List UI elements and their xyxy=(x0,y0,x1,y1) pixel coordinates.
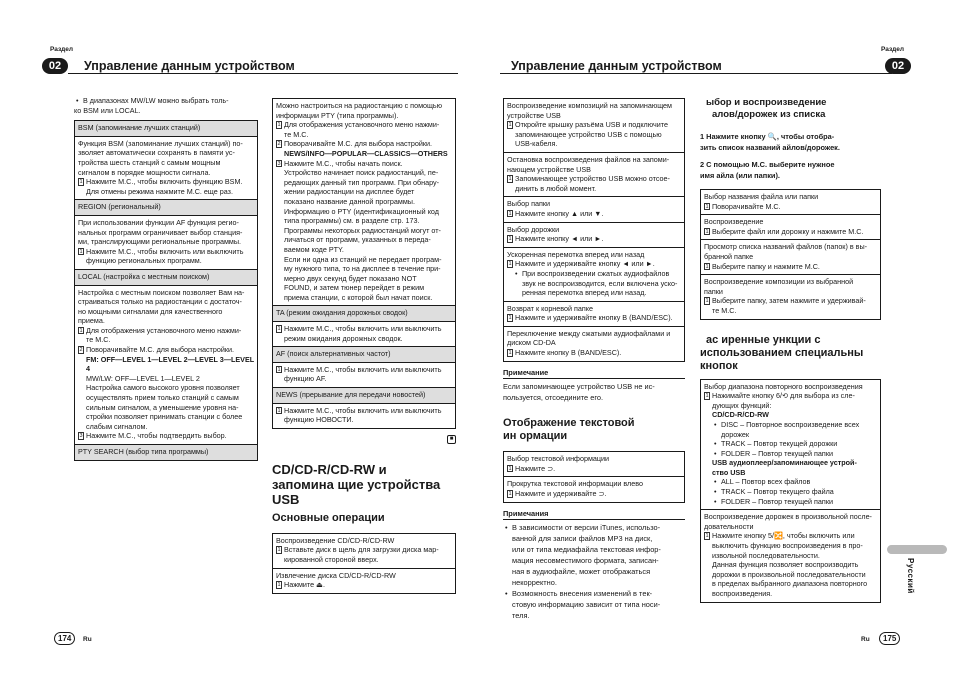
page-lang-left: Ru xyxy=(83,636,92,643)
list-heading: ыбор и воспроизведение алов/дорожек из списка xyxy=(706,97,827,120)
list-operations-table xyxy=(700,189,881,320)
usb-operations-table xyxy=(503,98,685,362)
extended-functions-table xyxy=(700,379,881,603)
region-header: REGION (региональный) xyxy=(75,200,257,216)
language-tab: Русский xyxy=(906,558,915,594)
text-info-table xyxy=(503,451,685,502)
usb-play-row: Воспроизведение композиций на запоминающем устройстве USB 1 Откройте крышку разъёма USB и подключите запоминающее устройство USB с помощью USB-кабеля. xyxy=(504,99,684,153)
random-row: Воспроизведение дорожек в произвольной после- довательности 1 Нажмите кнопку 5/🔀, чтобы включить или выключить функцию воспроизведения в про- извольной последовательности. Данная функция позволяет воспроизводить дорожки в произвольной последовательности в пределах выбранного диапазона повторного воспроизведения. xyxy=(704,512,872,598)
section-number-badge-right: 02 xyxy=(885,58,911,74)
list-browse-row: Просмотр списка названий файлов (папок) в вы- бранной папке 1 Выберите папку и нажмите M.C. xyxy=(701,240,880,275)
track-select-row: Выбор дорожки 1 Нажмите кнопку ◄ или ►. xyxy=(504,223,684,248)
section-end-icon: ■ xyxy=(447,435,456,444)
pty-step-3: 3 Нажмите M.C., чтобы начать поиск. xyxy=(277,158,403,168)
news-header: NEWS (прерывание для передачи новостей) xyxy=(273,388,455,404)
basic-operations-heading: Основные операции xyxy=(272,511,385,524)
right-col-1 xyxy=(503,98,685,621)
left-col-2 xyxy=(272,98,456,594)
left-col-1 xyxy=(74,96,258,461)
text-select-row: Выбор текстовой информации 1 Нажмите ⊃. xyxy=(504,452,684,477)
basic-operations-table xyxy=(272,533,456,594)
local-step-2: 2 Поворачивайте M.C. для выбора настройки. xyxy=(79,345,235,355)
local-body: Настройка с местным поиском позволяет Вам на- страиваться только на радиостанции с достаточ- но мощными сигналами для качественного приема. 1 Для отображения установочного меню нажми- те M.C. 2 Поворачивайте M.C. для выбора настройки. FM: OFF—LEVEL 1—LEVEL 2—LEVEL 3—LEVEL 4 MW/LW: OFF—LEVEL 1—LEVEL 2 Настройка самого высокого уровня позволяет осуществлять прием только станций с самым сильным сигналом, а уменьшение уровня на- стройки позволяет принимать станции с более слабым сигналом. 3 Нажмите M.C., чтобы подтвердить выбор. xyxy=(75,286,257,446)
bsm-body: Функция BSM (запоминание лучших станций) по- зволяет автоматически сохранять в памяти ус- тройства шесть станций с самым мощным сигналом в порядке мощности сигнала. 1 Нажмите M.C., чтобы включить функцию BSM. Для отмены режима нажмите M.C. еще раз. xyxy=(75,137,257,201)
extended-functions-heading: ас иренные ункции с использованием специальны кнопок xyxy=(700,333,864,372)
ta-body: 1 Нажмите M.C., чтобы включить или выключить режим ожидания дорожных сводок. xyxy=(273,322,455,347)
list-step-1: 1 Нажмите кнопку 🔍, чтобы отобра- зить список названий айлов/дорожек. xyxy=(700,132,840,152)
notes-label: Примечания xyxy=(503,509,685,521)
page-lang-right: Ru xyxy=(861,636,870,643)
repeat-row: Выбор диапазона повторного воспроизведения 1 Нажимайте кнопку 6/⟲ для выбора из сле- дующих функций: CD/CD-R/CD-RW • DISC – Повторное воспроизведение всех дорожек • TRACK – Повтор текущей дорожки • FOLDER – Повтор текущей папки USB аудиоплеер/запоминающее устрой- ство USB • ALL – Повтор всех файлов • TRACK – Повтор текущего файла • FOLDER – Повтор текущей папки xyxy=(701,380,880,511)
section-number-badge: 02 xyxy=(42,58,68,74)
bsm-header: BSM (запоминание лучших станций) xyxy=(75,121,257,137)
list-select-row: Выбор названия файла или папки 1 Поворачивайте M.C. xyxy=(701,190,880,215)
ta-header: TA (режим ожидания дорожных сводок) xyxy=(273,306,455,322)
text-scroll-row: Прокрутка текстовой информации влево 1 Нажмите и удерживайте ⊃. xyxy=(507,479,643,499)
list-step-2: 2 С помощью M.C. выберите нужное имя айла (или папки). xyxy=(700,160,835,180)
fast-forward-row: Ускоренная перемотка вперед или назад 1 Нажмите и удерживайте кнопку ◄ или ►. • При воспроизведении сжатых аудиофайлов звук не воспроизводится, если включена уско- ренная перемотка вперед или назад. xyxy=(504,248,684,302)
local-step-3: 3 Нажмите M.C., чтобы подтвердить выбор. xyxy=(79,431,227,441)
pty-step-2: 2 Поворачивайте M.C. для выбора настройки. xyxy=(277,139,433,149)
notes-list: • В зависимости от версии iTunes, использо- ванной для записи файлов MP3 на диск, или от типа медиафайла текстовая инфор- мация несовместимого формата, записан- ная в аудиофайле, может отображаться некорректно. • Возможность внесения изменений в тек- стовую информацию зависит от типа носи- теля. xyxy=(503,522,685,621)
root-folder-row: Возврат к корневой папке 1 Нажмите и удерживайте кнопку B (BAND/ESC). xyxy=(504,302,684,327)
section-label: Раздел xyxy=(50,46,74,53)
local-step-1: 1 Для отображения установочного меню нажми- xyxy=(79,325,242,335)
text-info-heading: Отображение текстовой ин ормации xyxy=(503,417,635,443)
note-text: Если запоминающее устройство USB не ис- пользуется, отсоедините его. xyxy=(503,382,655,403)
section-label-right: Раздел xyxy=(881,46,905,53)
usb-stop-row: Остановка воспроизведения файлов на запоми- нающем устройстве USB 1 Запоминающее устройство USB можно отсое- динить в любой момент. xyxy=(504,153,684,197)
local-header: LOCAL (настройка с местным поиском) xyxy=(75,270,257,286)
pty-header: PTY SEARCH (выбор типа программы) xyxy=(75,445,257,460)
function-table-left-2 xyxy=(272,98,456,429)
intro-bullet: • В диапазонах MW/LW можно выбрать толь- xyxy=(74,96,258,106)
bsm-step-1: 1 Нажмите M.C., чтобы включить функцию BSM. xyxy=(79,177,243,187)
page-title: Управление данным устройством xyxy=(84,59,295,73)
page-title-right: Управление данным устройством xyxy=(511,59,722,73)
page-number-left: 174 xyxy=(54,632,75,645)
region-body: При использовании функции AF функция регио- нальных программ ограничивает выбор станция- ми, транслирующими региональные программы. 1 Нажмите M.C., чтобы включить или выключить функцию региональных программ. xyxy=(75,216,257,270)
news-body: 1 Нажмите M.C., чтобы включить или выключить функцию НОВОСТИ. xyxy=(277,405,442,425)
cd-play-row: Воспроизведение CD/CD-R/CD-RW 1 Вставьте диск в щель для загрузки диска мар- кированной стороной вверх. xyxy=(273,534,455,569)
af-body: 1 Нажмите M.C., чтобы включить или выключить функцию AF. xyxy=(273,363,455,388)
list-play-row: Воспроизведение 1 Выберите файл или дорожку и нажмите M.C. xyxy=(701,215,880,240)
list-folder-play-row: Воспроизведение композиции из выбранной папки 1 Выберите папку, затем нажмите и удерживай- те M.C. xyxy=(704,277,866,315)
note-label: Примечание xyxy=(503,368,685,380)
switch-media-row: Переключение между сжатыми аудиофайлами и диском CD-DA 1 Нажмите кнопку B (BAND/ESC). xyxy=(507,328,671,358)
intro-line-2: ко BSM или LOCAL. xyxy=(74,105,141,115)
function-table-left xyxy=(74,120,258,460)
right-col-2 xyxy=(700,97,881,603)
pty-body: Можно настроиться на радиостанцию с помощью информации PTY (типа программы). 1 Для отображения установочного меню нажми- те M.C. 2 Поворачивайте M.C. для выбора настройки. NEWS/INFO—POPULAR—CLASSICS—OTHERS 3 Нажмите M.C., чтобы начать поиск. Устройство начинает поиск радиостанций, пе- редающих данный тип программ. При обнару- жении радиостанции на дисплее будет показано название данной программы. Информацию о PTY (идентификационный код типа программы) см. в разделе стр. 173. Программы некоторых радиостанций могут от- личаться от программ, указанных в переда- ваемом коде PTY. Если ни одна из станций не передает програм- му нужного типа, то на дисплее в течение при- мерно двух секунд будет показано NOT FOUND, и затем тюнер перейдет в режим приема станции, с которой был начат поиск. xyxy=(273,99,455,306)
right-page xyxy=(477,0,954,693)
pty-step-1: 1 Для отображения установочного меню нажми- xyxy=(277,120,440,130)
region-step-1: 1 Нажмите M.C., чтобы включить или выключить xyxy=(79,246,244,256)
folder-select-row: Выбор папки 1 Нажмите кнопку ▲ или ▼. xyxy=(504,197,684,222)
af-header: AF (поиск альтернативных частот) xyxy=(273,347,455,363)
page-number-right: 175 xyxy=(879,632,900,645)
cd-usb-heading: CD/CD-R/CD-RW и запомина щие устройства USB xyxy=(272,461,441,507)
cd-eject-row: Извлечение диска CD/CD-R/CD-RW 1 Нажмите ⏏. xyxy=(276,570,396,590)
language-sidebar-bar xyxy=(887,545,947,554)
